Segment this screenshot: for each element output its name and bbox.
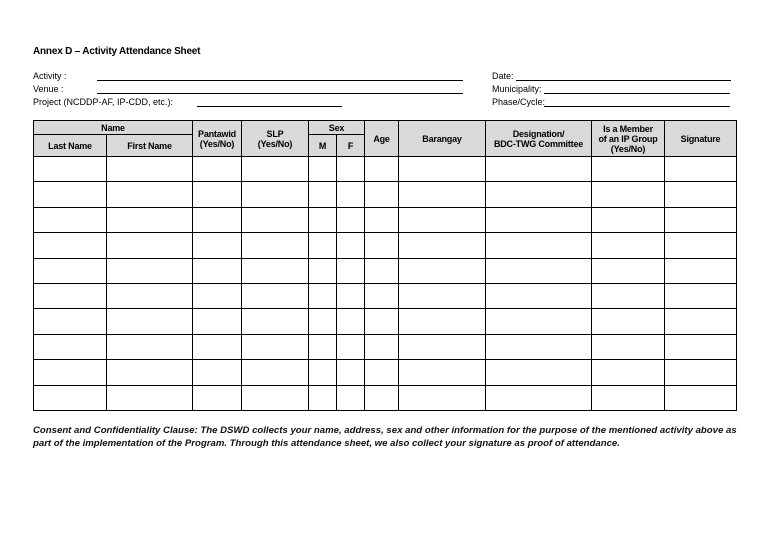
table-cell[interactable] — [399, 182, 486, 207]
project-label: Project (NCDDP-AF, IP-CDD, etc.): — [33, 97, 174, 107]
table-row — [34, 258, 737, 283]
project-field[interactable] — [197, 106, 342, 107]
table-cell[interactable] — [399, 207, 486, 232]
table-cell[interactable] — [486, 385, 592, 410]
table-cell[interactable] — [399, 334, 486, 359]
table-cell[interactable] — [665, 309, 737, 334]
table-row — [34, 157, 737, 182]
table-cell[interactable] — [34, 207, 107, 232]
table-cell[interactable] — [242, 385, 309, 410]
table-row — [34, 182, 737, 207]
table-cell[interactable] — [242, 258, 309, 283]
table-cell[interactable] — [337, 157, 365, 182]
table-cell[interactable] — [34, 283, 107, 308]
first-name-header: First Name — [107, 135, 193, 157]
table-cell[interactable] — [665, 258, 737, 283]
table-cell[interactable] — [486, 233, 592, 258]
table-cell[interactable] — [486, 360, 592, 385]
activity-label: Activity : — [33, 71, 67, 81]
table-cell[interactable] — [193, 283, 242, 308]
table-cell[interactable] — [107, 385, 193, 410]
table-cell[interactable] — [107, 334, 193, 359]
sheet-title: Annex D – Activity Attendance Sheet — [33, 46, 201, 57]
table-cell[interactable] — [592, 182, 665, 207]
table-cell[interactable] — [665, 360, 737, 385]
table-cell[interactable] — [592, 385, 665, 410]
table-cell[interactable] — [337, 182, 365, 207]
table-row — [34, 283, 737, 308]
table-cell[interactable] — [309, 182, 337, 207]
table-cell[interactable] — [242, 334, 309, 359]
table-cell[interactable] — [665, 385, 737, 410]
municipality-label: Municipality: — [492, 84, 542, 94]
table-cell[interactable] — [365, 385, 399, 410]
table-cell[interactable] — [242, 182, 309, 207]
venue-field[interactable] — [97, 93, 463, 94]
table-cell[interactable] — [399, 157, 486, 182]
table-cell[interactable] — [107, 258, 193, 283]
table-cell[interactable] — [242, 309, 309, 334]
table-cell[interactable] — [34, 233, 107, 258]
date-field[interactable] — [516, 80, 731, 81]
table-row — [34, 207, 737, 232]
table-cell[interactable] — [399, 283, 486, 308]
table-cell[interactable] — [486, 283, 592, 308]
table-cell[interactable] — [107, 233, 193, 258]
municipality-field[interactable] — [544, 93, 730, 94]
table-cell[interactable] — [665, 233, 737, 258]
phase-label: Phase/Cycle: — [492, 97, 546, 107]
table-cell[interactable] — [592, 207, 665, 232]
table-cell[interactable] — [486, 157, 592, 182]
table-cell[interactable] — [34, 182, 107, 207]
table-cell[interactable] — [193, 385, 242, 410]
table-cell[interactable] — [309, 207, 337, 232]
table-cell[interactable] — [309, 334, 337, 359]
table-cell[interactable] — [34, 157, 107, 182]
table-cell[interactable] — [242, 207, 309, 232]
table-cell[interactable] — [365, 360, 399, 385]
table-cell[interactable] — [34, 385, 107, 410]
table-cell[interactable] — [337, 360, 365, 385]
table-cell[interactable] — [107, 360, 193, 385]
table-cell[interactable] — [365, 182, 399, 207]
designation-header: Designation/ BDC-TWG Committee — [486, 121, 592, 157]
table-cell[interactable] — [242, 283, 309, 308]
table-cell[interactable] — [309, 309, 337, 334]
table-cell[interactable] — [193, 309, 242, 334]
table-cell[interactable] — [365, 157, 399, 182]
table-cell[interactable] — [399, 258, 486, 283]
table-cell[interactable] — [365, 283, 399, 308]
table-cell[interactable] — [309, 157, 337, 182]
attendance-table — [33, 120, 737, 411]
table-cell[interactable] — [337, 385, 365, 410]
table-cell[interactable] — [665, 283, 737, 308]
sex-m-header: M — [309, 135, 337, 157]
table-cell[interactable] — [592, 283, 665, 308]
table-cell[interactable] — [399, 309, 486, 334]
table-cell[interactable] — [592, 334, 665, 359]
table-cell[interactable] — [337, 283, 365, 308]
consent-clause: Consent and Confidentiality Clause: The DSWD collects your name, address, sex and other information for the purpose of the mentioned activity above as part of the implementation of the Program. Through this attendance sheet, we also collect your signature as proof of attendance. — [33, 425, 737, 449]
table-cell[interactable] — [34, 258, 107, 283]
ip-member-header: Is a Member of an IP Group (Yes/No) — [592, 121, 665, 157]
name-group-header: Name — [34, 121, 193, 135]
table-cell[interactable] — [309, 283, 337, 308]
table-row — [34, 334, 737, 359]
table-cell[interactable] — [107, 207, 193, 232]
table-cell[interactable] — [337, 207, 365, 232]
date-label: Date: — [492, 71, 514, 81]
table-cell[interactable] — [107, 157, 193, 182]
table-cell[interactable] — [193, 334, 242, 359]
table-cell[interactable] — [309, 233, 337, 258]
barangay-header: Barangay — [399, 121, 486, 157]
pantawid-header: Pantawid (Yes/No) — [193, 121, 242, 157]
table-cell[interactable] — [337, 233, 365, 258]
table-cell[interactable] — [34, 360, 107, 385]
table-cell[interactable] — [337, 309, 365, 334]
table-cell[interactable] — [592, 360, 665, 385]
table-cell[interactable] — [193, 207, 242, 232]
table-cell[interactable] — [592, 233, 665, 258]
table-cell[interactable] — [242, 157, 309, 182]
slp-header: SLP (Yes/No) — [242, 121, 309, 157]
table-cell[interactable] — [365, 207, 399, 232]
age-header: Age — [365, 121, 399, 157]
table-cell[interactable] — [193, 258, 242, 283]
table-cell[interactable] — [309, 385, 337, 410]
activity-field[interactable] — [97, 80, 463, 81]
table-cell[interactable] — [107, 309, 193, 334]
table-cell[interactable] — [107, 182, 193, 207]
signature-header: Signature — [665, 121, 737, 157]
table-cell[interactable] — [34, 334, 107, 359]
table-cell[interactable] — [399, 360, 486, 385]
table-cell[interactable] — [193, 157, 242, 182]
table-cell[interactable] — [592, 157, 665, 182]
table-row — [34, 233, 737, 258]
table-row — [34, 309, 737, 334]
table-cell[interactable] — [193, 360, 242, 385]
sex-f-header: F — [337, 135, 365, 157]
last-name-header: Last Name — [34, 135, 107, 157]
table-cell[interactable] — [242, 360, 309, 385]
table-cell[interactable] — [193, 182, 242, 207]
table-cell[interactable] — [399, 385, 486, 410]
table-row — [34, 385, 737, 410]
table-cell[interactable] — [193, 233, 242, 258]
table-cell[interactable] — [399, 233, 486, 258]
table-cell[interactable] — [107, 283, 193, 308]
phase-field[interactable] — [544, 106, 730, 107]
table-cell[interactable] — [665, 182, 737, 207]
table-cell[interactable] — [309, 360, 337, 385]
table-cell[interactable] — [665, 207, 737, 232]
table-cell[interactable] — [337, 258, 365, 283]
sex-group-header: Sex — [309, 121, 365, 135]
table-cell[interactable] — [592, 309, 665, 334]
table-cell[interactable] — [486, 207, 592, 232]
table-cell[interactable] — [486, 309, 592, 334]
table-cell[interactable] — [365, 334, 399, 359]
table-cell[interactable] — [242, 233, 309, 258]
table-cell[interactable] — [337, 334, 365, 359]
table-cell[interactable] — [665, 157, 737, 182]
table-cell[interactable] — [365, 233, 399, 258]
table-cell[interactable] — [486, 182, 592, 207]
table-cell[interactable] — [592, 258, 665, 283]
table-cell[interactable] — [365, 258, 399, 283]
table-cell[interactable] — [34, 309, 107, 334]
venue-label: Venue : — [33, 84, 64, 94]
table-cell[interactable] — [486, 334, 592, 359]
table-cell[interactable] — [365, 309, 399, 334]
table-row — [34, 360, 737, 385]
table-cell[interactable] — [486, 258, 592, 283]
table-cell[interactable] — [309, 258, 337, 283]
table-cell[interactable] — [665, 334, 737, 359]
